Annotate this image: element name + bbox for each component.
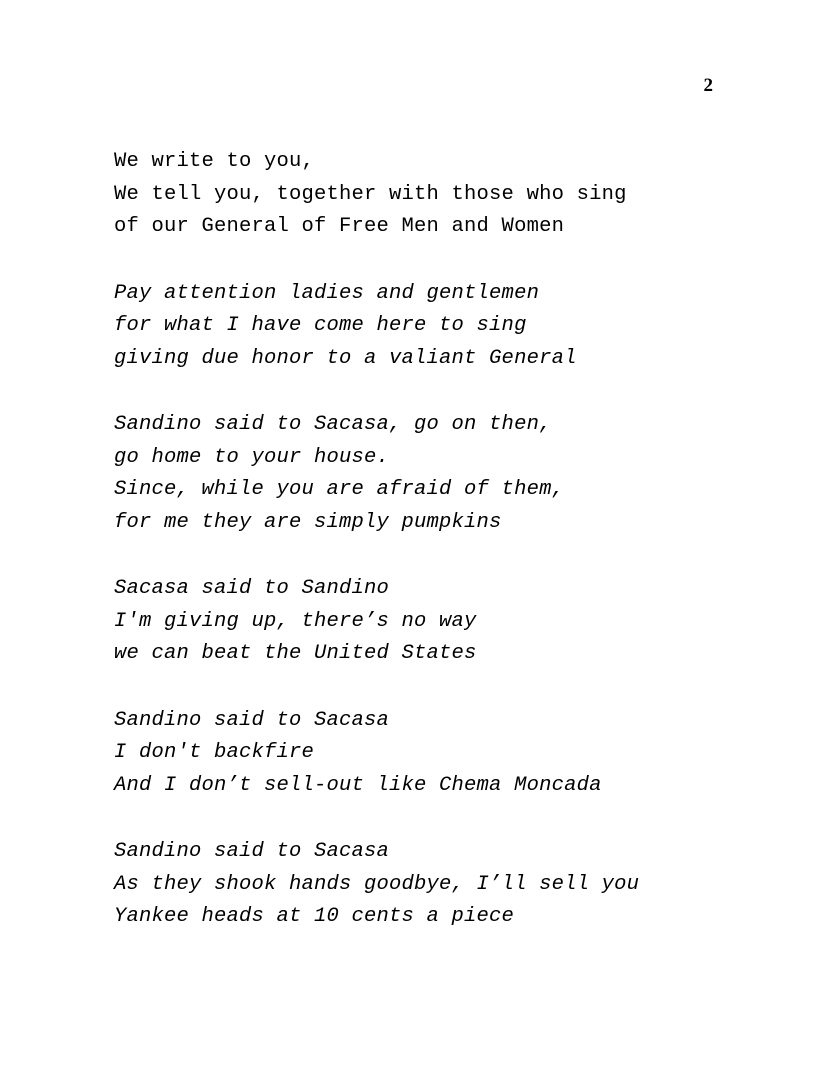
poem-line: go home to your house. [114,445,390,469]
poem-line: giving due honor to a valiant General [114,346,577,370]
poem-line: Since, while you are afraid of them, [114,478,565,501]
stanza [114,409,734,539]
poem-line: for what I have come here to sing [114,314,527,337]
poem-line: Sandino said to Sacasa [114,708,390,732]
stanza [114,278,734,376]
poem-body [114,146,734,934]
poem-line: We tell you, together with those who sing [114,182,627,206]
poem-line: Sandino said to Sacasa [114,840,390,863]
poem-line: Pay attention ladies and gentlemen [114,281,540,305]
poem-line: As they shook hands goodbye, I’ll sell you [114,872,640,896]
poem-line: I'm giving up, there’s no way [114,609,477,633]
poem-line: of our General of Free Men and Women [114,215,565,238]
poem-line: Sandino said to Sacasa, go on then, [114,413,552,436]
poem-line: And I don’t sell-out like Chema Moncada [114,773,602,797]
poem-line: we can beat the United States [114,642,477,665]
poem-line: Sacasa said to Sandino [114,577,390,600]
poem-line: We write to you, [114,150,315,173]
stanza [114,705,734,803]
stanza [114,836,734,934]
poem-line: for me they are simply pumpkins [114,510,502,534]
poem-line: Yankee heads at 10 cents a piece [114,905,515,928]
poem-line: I don't backfire [114,741,315,764]
stanza [114,146,734,244]
page-number: 2 [703,75,713,96]
stanza [114,573,734,671]
